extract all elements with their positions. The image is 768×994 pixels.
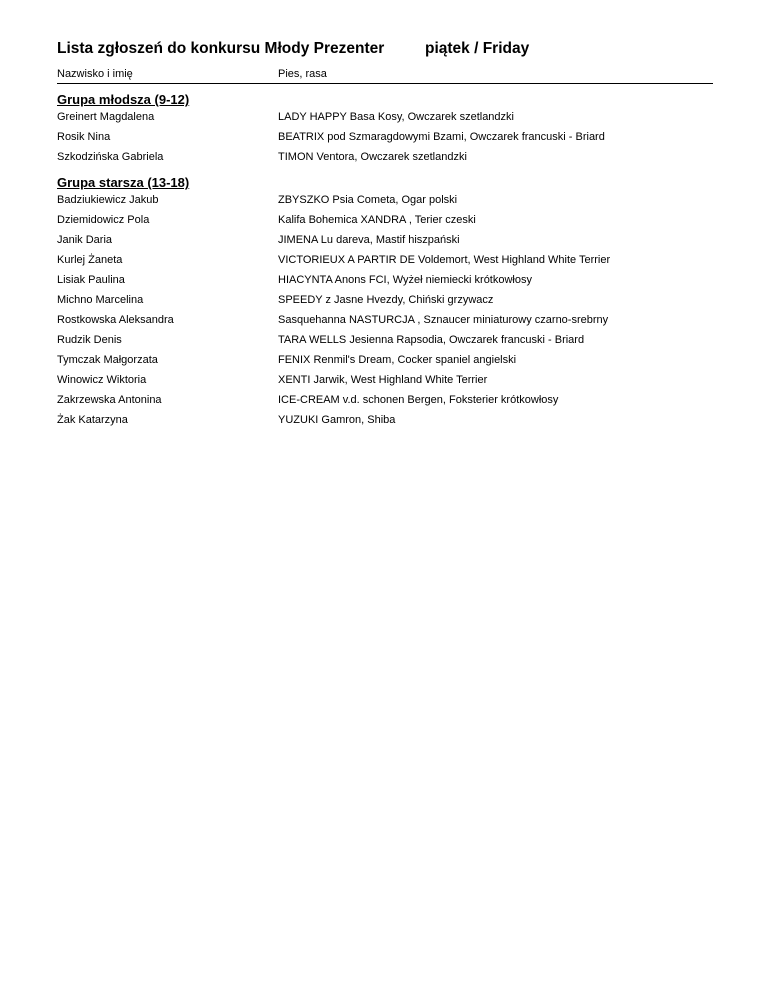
table-row	[0, 314, 768, 334]
dog-breed: ZBYSZKO Psia Cometa, Ogar polski	[278, 194, 458, 206]
entrant-name: Zakrzewska Antonina	[57, 394, 162, 406]
dog-breed: TARA WELLS Jesienna Rapsodia, Owczarek francuski - Briard	[278, 334, 585, 346]
entrant-name: Tymczak Małgorzata	[57, 354, 158, 366]
table-row	[0, 151, 768, 171]
entrant-name: Michno Marcelina	[57, 294, 144, 306]
table-row	[0, 354, 768, 374]
dog-breed: FENIX Renmil's Dream, Cocker spaniel angielski	[278, 354, 517, 366]
entrant-name: Greinert Magdalena	[57, 111, 155, 123]
entrant-name: Winowicz Wiktoria	[57, 374, 147, 386]
dog-breed: YUZUKI Gamron, Shiba	[278, 414, 396, 426]
column-header-dog: Pies, rasa	[278, 68, 327, 80]
table-row	[0, 414, 768, 434]
entrant-name: Badziukiewicz Jakub	[57, 194, 159, 206]
dog-breed: SPEEDY z Jasne Hvezdy, Chiński grzywacz	[278, 294, 494, 306]
entrant-name: Rosik Nina	[57, 131, 111, 143]
entrant-name: Kurlej Żaneta	[57, 254, 123, 266]
entrant-name: Lisiak Paulina	[57, 274, 125, 286]
dog-breed: Sasquehanna NASTURCJA , Sznaucer miniaturowy czarno-srebrny	[278, 314, 609, 326]
document-title: Lista zgłoszeń do konkursu Młody Prezenter	[57, 40, 385, 57]
dog-breed: ICE-CREAM v.d. schonen Bergen, Foksterier krótkowłosy	[278, 394, 559, 406]
dog-breed: BEATRIX pod Szmaragdowymi Bzami, Owczarek francuski - Briard	[278, 131, 605, 143]
table-row	[0, 394, 768, 414]
header-divider	[57, 83, 713, 84]
entrant-name: Żak Katarzyna	[57, 414, 128, 426]
entrant-name: Rudzik Denis	[57, 334, 122, 346]
dog-breed: LADY HAPPY Basa Kosy, Owczarek szetlandzki	[278, 111, 514, 123]
table-row	[0, 111, 768, 131]
dog-breed: XENTI Jarwik, West Highland White Terrier	[278, 374, 488, 386]
group-title-younger: Grupa młodsza (9-12)	[57, 92, 190, 107]
dog-breed: TIMON Ventora, Owczarek szetlandzki	[278, 151, 467, 163]
table-row	[0, 274, 768, 294]
table-row	[0, 234, 768, 254]
dog-breed: JIMENA Lu dareva, Mastif hiszpański	[278, 234, 460, 246]
table-row	[0, 254, 768, 274]
table-row	[0, 374, 768, 394]
table-row	[0, 131, 768, 151]
dog-breed: Kalifa Bohemica XANDRA , Terier czeski	[278, 214, 476, 226]
dog-breed: VICTORIEUX A PARTIR DE Voldemort, West Highland White Terrier	[278, 254, 611, 266]
table-row	[0, 214, 768, 234]
document-day: piątek / Friday	[425, 40, 530, 57]
table-row	[0, 334, 768, 354]
table-row	[0, 194, 768, 214]
table-row	[0, 294, 768, 314]
entrant-name: Rostkowska Aleksandra	[57, 314, 174, 326]
group-title-older: Grupa starsza (13-18)	[57, 175, 190, 190]
entrant-name: Szkodzińska Gabriela	[57, 151, 164, 163]
entrant-name: Janik Daria	[57, 234, 113, 246]
column-header-name: Nazwisko i imię	[57, 68, 133, 80]
entrant-name: Dziemidowicz Pola	[57, 214, 150, 226]
dog-breed: HIACYNTA Anons FCI, Wyżeł niemiecki krótkowłosy	[278, 274, 532, 286]
